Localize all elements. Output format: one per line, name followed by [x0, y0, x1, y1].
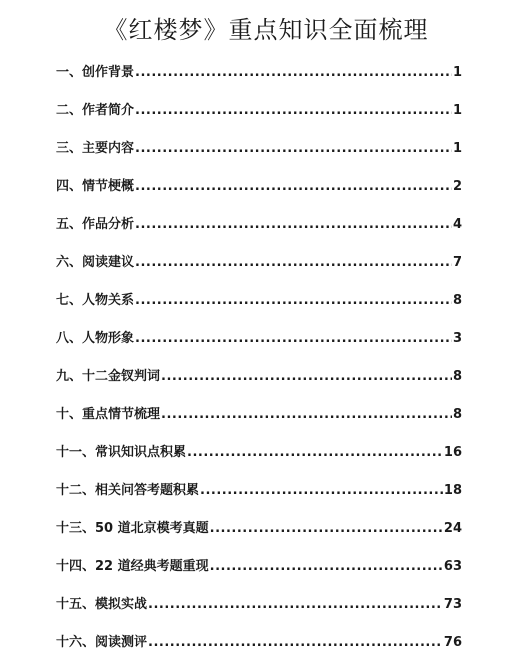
document-title: 《红楼梦》重点知识全面梳理: [103, 16, 429, 44]
toc-entry-page: 4: [452, 217, 462, 232]
toc-entry-label: 六、阅读建议: [56, 255, 135, 270]
toc-entry-page: 8: [452, 407, 462, 422]
toc-entry[interactable]: [56, 248, 462, 286]
toc-dot-leader: [135, 248, 452, 278]
toc-entry-label: 一、创作背景: [56, 65, 135, 80]
toc-dot-leader: [161, 362, 452, 392]
toc-entry-page: 73: [443, 597, 462, 612]
toc-dot-leader: [135, 324, 452, 354]
toc-dot-leader: [148, 628, 443, 658]
toc-entry-label: 四、情节梗概: [56, 179, 135, 194]
toc-dot-leader: [135, 96, 452, 126]
toc-entry-label: 十一、常识知识点积累: [56, 445, 187, 460]
toc-dot-leader: [148, 590, 443, 620]
toc-entry-page: 1: [452, 65, 462, 80]
toc-entry-page: 2: [452, 179, 462, 194]
toc-entry-page: 1: [452, 141, 462, 156]
toc-entry-page: 8: [452, 369, 462, 384]
toc-dot-leader: [135, 172, 452, 202]
toc-entry[interactable]: [56, 476, 462, 514]
toc-entry-page: 8: [452, 293, 462, 308]
toc-entry[interactable]: [56, 134, 462, 172]
toc-entry[interactable]: [56, 438, 462, 476]
toc-dot-leader: [135, 58, 452, 88]
toc-entry-label: 二、作者简介: [56, 103, 135, 118]
toc-entry[interactable]: [56, 286, 462, 324]
toc-entry-page: 63: [443, 559, 462, 574]
toc-entry[interactable]: [56, 362, 462, 400]
toc-entry-label: 三、主要内容: [56, 141, 135, 156]
toc-entry-label: 九、十二金钗判词: [56, 369, 161, 384]
toc-entry-page: 18: [443, 483, 462, 498]
toc-entry[interactable]: [56, 324, 462, 362]
toc-dot-leader: [135, 134, 452, 164]
toc-entry-label: 十、重点情节梳理: [56, 407, 161, 422]
toc-entry-page: 24: [443, 521, 462, 536]
toc-entry[interactable]: [56, 590, 462, 628]
toc-entry-page: 16: [443, 445, 462, 460]
toc-entry[interactable]: [56, 552, 462, 590]
toc-entry-label: 十二、相关问答考题积累: [56, 483, 200, 498]
toc-dot-leader: [135, 286, 452, 316]
toc-entry[interactable]: [56, 628, 462, 666]
toc-entry-label: 八、人物形象: [56, 331, 135, 346]
toc-entry-page: 7: [452, 255, 462, 270]
toc-dot-leader: [187, 438, 443, 468]
toc-dot-leader: [135, 210, 452, 240]
toc-dot-leader: [210, 552, 443, 582]
toc-dot-leader: [210, 514, 443, 544]
toc-entry-label: 十三、50 道北京模考真题: [56, 521, 209, 536]
toc-entry[interactable]: [56, 58, 462, 96]
toc-entry-label: 五、作品分析: [56, 217, 135, 232]
toc-entry-page: 76: [443, 635, 462, 650]
toc-entry-label: 七、人物关系: [56, 293, 135, 308]
toc-dot-leader: [200, 476, 443, 506]
toc-entry[interactable]: [56, 514, 462, 552]
toc-entry-label: 十五、模拟实战: [56, 597, 148, 612]
toc-entry-page: 1: [452, 103, 462, 118]
toc-entry[interactable]: [56, 96, 462, 134]
table-of-contents: [56, 58, 462, 666]
toc-entry-label: 十四、22 道经典考题重现: [56, 559, 209, 574]
toc-entry[interactable]: [56, 400, 462, 438]
toc-entry-page: 3: [452, 331, 462, 346]
toc-entry[interactable]: [56, 172, 462, 210]
toc-entry[interactable]: [56, 210, 462, 248]
toc-dot-leader: [161, 400, 452, 430]
toc-entry-label: 十六、阅读测评: [56, 635, 148, 650]
